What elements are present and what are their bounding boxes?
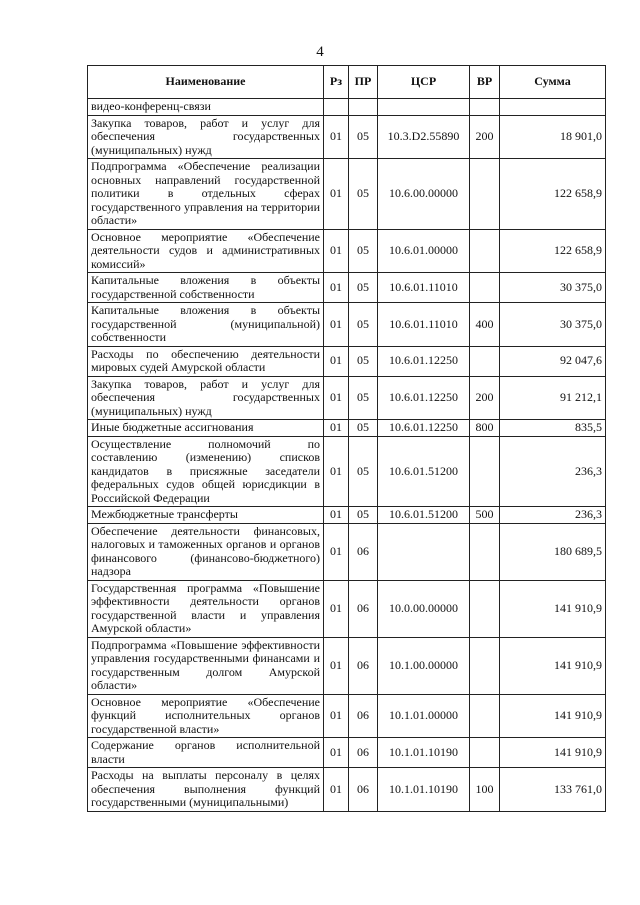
cell-rz: 01 [324,229,349,273]
cell-rz: 01 [324,694,349,738]
cell-rz: 01 [324,303,349,347]
cell-vr [470,738,500,768]
cell-name: Расходы по обеспечению деятельности мировых судей Амурской области [88,346,324,376]
table-row [88,694,606,738]
table-row [88,580,606,637]
table-row [88,420,606,437]
cell-rz: 01 [324,738,349,768]
cell-sum: 141 910,9 [500,637,606,694]
cell-rz: 01 [324,768,349,812]
cell-csr: 10.3.D2.55890 [378,115,470,159]
cell-name: Капитальные вложения в объекты государственной (муниципальной) собственности [88,303,324,347]
header-row [88,66,606,99]
page-number: 4 [316,44,324,60]
cell-sum: 141 910,9 [500,694,606,738]
table-row [88,523,606,580]
table-row [88,376,606,420]
cell-vr [470,99,500,116]
cell-rz: 01 [324,346,349,376]
cell-csr: 10.6.01.11010 [378,303,470,347]
cell-sum: 122 658,9 [500,159,606,230]
cell-pr: 06 [349,768,378,812]
cell-name: Капитальные вложения в объекты государственной собственности [88,273,324,303]
cell-pr: 06 [349,580,378,637]
cell-pr: 05 [349,303,378,347]
table-row [88,637,606,694]
cell-sum: 122 658,9 [500,229,606,273]
cell-sum: 236,3 [500,436,606,507]
cell-vr [470,580,500,637]
cell-vr [470,346,500,376]
cell-name: Обеспечение деятельности финансовых, налоговых и таможенных органов и органов финансового (финансово-бюджетного) надзора [88,523,324,580]
cell-sum: 141 910,9 [500,580,606,637]
cell-pr: 05 [349,229,378,273]
cell-rz: 01 [324,159,349,230]
cell-csr [378,523,470,580]
cell-rz: 01 [324,507,349,524]
cell-pr: 06 [349,523,378,580]
cell-sum: 91 212,1 [500,376,606,420]
cell-csr [378,99,470,116]
cell-csr: 10.6.01.51200 [378,436,470,507]
cell-pr: 05 [349,420,378,437]
cell-vr: 500 [470,507,500,524]
cell-pr: 06 [349,738,378,768]
cell-rz: 01 [324,273,349,303]
cell-sum: 133 761,0 [500,768,606,812]
cell-pr: 05 [349,159,378,230]
cell-vr [470,159,500,230]
cell-rz: 01 [324,523,349,580]
cell-csr: 10.6.01.11010 [378,273,470,303]
table-row [88,507,606,524]
cell-sum: 141 910,9 [500,738,606,768]
cell-vr: 200 [470,376,500,420]
cell-vr [470,229,500,273]
table-row [88,346,606,376]
cell-sum: 30 375,0 [500,273,606,303]
cell-name: Осуществление полномочий по составлению (изменению) списков кандидатов в присяжные заседатели федеральных судов общей юрисдикции в Российской Федерации [88,436,324,507]
header-sum: Сумма [500,66,606,99]
cell-rz: 01 [324,637,349,694]
cell-sum: 236,3 [500,507,606,524]
cell-pr: 05 [349,346,378,376]
cell-vr: 800 [470,420,500,437]
cell-rz: 01 [324,376,349,420]
cell-name: Подпрограмма «Обеспечение реализации основных направлений государственной политики в отдельных сферах государственного управления на территории области» [88,159,324,230]
cell-csr: 10.0.00.00000 [378,580,470,637]
table-row [88,303,606,347]
header-vr: ВР [470,66,500,99]
cell-rz: 01 [324,436,349,507]
cell-vr [470,637,500,694]
cell-name: Подпрограмма «Повышение эффективности управления государственными финансами и государственным долгом Амурской области» [88,637,324,694]
cell-sum: 835,5 [500,420,606,437]
cell-csr: 10.1.01.10190 [378,768,470,812]
cell-vr [470,273,500,303]
cell-csr: 10.6.01.00000 [378,229,470,273]
cell-csr: 10.1.00.00000 [378,637,470,694]
table-row [88,115,606,159]
cell-rz: 01 [324,580,349,637]
cell-pr: 06 [349,694,378,738]
cell-vr [470,523,500,580]
cell-name: Закупка товаров, работ и услуг для обеспечения государственных (муниципальных) нужд [88,115,324,159]
header-csr: ЦСР [378,66,470,99]
table-header [88,66,606,99]
header-rz: Рз [324,66,349,99]
cell-vr [470,436,500,507]
cell-name: Иные бюджетные ассигнования [88,420,324,437]
cell-name: Основное мероприятие «Обеспечение функций исполнительных органов государственной власти» [88,694,324,738]
cell-sum: 180 689,5 [500,523,606,580]
cell-name: Государственная программа «Повышение эффективности деятельности органов государственной власти и управления Амурской области» [88,580,324,637]
table-row [88,436,606,507]
cell-pr [349,99,378,116]
cell-pr: 06 [349,637,378,694]
cell-rz [324,99,349,116]
cell-rz: 01 [324,420,349,437]
header-name: Наименование [88,66,324,99]
table-row [88,229,606,273]
cell-name: Содержание органов исполнительной власти [88,738,324,768]
cell-vr: 200 [470,115,500,159]
table-row [88,159,606,230]
table-body [88,99,606,812]
cell-name: видео-конференц-связи [88,99,324,116]
table-row [88,273,606,303]
table-row [88,738,606,768]
cell-pr: 05 [349,507,378,524]
cell-csr: 10.6.01.12250 [378,376,470,420]
cell-csr: 10.1.01.10190 [378,738,470,768]
cell-vr [470,694,500,738]
cell-csr: 10.6.01.12250 [378,346,470,376]
table-row [88,99,606,116]
budget-table [87,65,606,812]
cell-csr: 10.6.01.51200 [378,507,470,524]
cell-csr: 10.6.01.12250 [378,420,470,437]
cell-sum [500,99,606,116]
cell-pr: 05 [349,376,378,420]
cell-pr: 05 [349,436,378,507]
cell-name: Межбюджетные трансферты [88,507,324,524]
header-pr: ПР [349,66,378,99]
cell-csr: 10.6.00.00000 [378,159,470,230]
cell-sum: 18 901,0 [500,115,606,159]
table-row [88,768,606,812]
cell-pr: 05 [349,273,378,303]
cell-csr: 10.1.01.00000 [378,694,470,738]
cell-name: Закупка товаров, работ и услуг для обеспечения государственных (муниципальных) нужд [88,376,324,420]
cell-rz: 01 [324,115,349,159]
cell-name: Расходы на выплаты персоналу в целях обеспечения выполнения функций государственными (муниципальными) [88,768,324,812]
cell-sum: 30 375,0 [500,303,606,347]
cell-vr: 100 [470,768,500,812]
cell-name: Основное мероприятие «Обеспечение деятельности судов и административных комиссий» [88,229,324,273]
cell-sum: 92 047,6 [500,346,606,376]
cell-pr: 05 [349,115,378,159]
cell-vr: 400 [470,303,500,347]
